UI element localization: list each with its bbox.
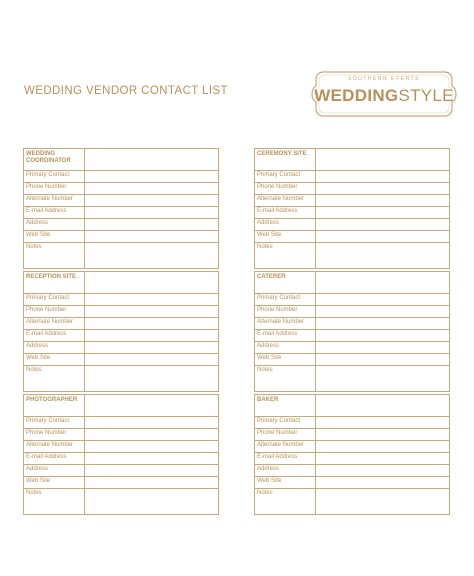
- field-label: Phone Number: [24, 183, 85, 195]
- table-row: [24, 207, 219, 219]
- field-value-cell[interactable]: [85, 366, 219, 392]
- table-row: [24, 306, 219, 318]
- vendor-name-cell[interactable]: [316, 272, 450, 294]
- field-value-cell[interactable]: [85, 441, 219, 453]
- field-value-cell[interactable]: [316, 171, 450, 183]
- field-value-cell[interactable]: [316, 477, 450, 489]
- field-label: Web Site: [255, 231, 316, 243]
- table-row: [24, 429, 219, 441]
- table-row: [255, 330, 450, 342]
- field-value-cell[interactable]: [316, 342, 450, 354]
- table-row: [255, 453, 450, 465]
- table-row: [24, 195, 219, 207]
- field-label: Web Site: [24, 354, 85, 366]
- field-label: Alternate Number: [24, 441, 85, 453]
- field-label: Web Site: [255, 354, 316, 366]
- table-row: [255, 465, 450, 477]
- field-value-cell[interactable]: [316, 330, 450, 342]
- field-value-cell[interactable]: [316, 294, 450, 306]
- table-row: [255, 366, 450, 392]
- table-row: [255, 294, 450, 306]
- table-row: [24, 342, 219, 354]
- table-row: [255, 318, 450, 330]
- table-row: [255, 477, 450, 489]
- field-label: E-mail Address: [24, 207, 85, 219]
- field-label: E-mail Address: [255, 453, 316, 465]
- logo-tagline: SOUTHERN EVENTS: [348, 76, 420, 82]
- vendor-name-cell[interactable]: [85, 149, 219, 171]
- field-label: Alternate Number: [24, 195, 85, 207]
- field-value-cell[interactable]: [316, 417, 450, 429]
- field-label: Address: [24, 219, 85, 231]
- table-row: [24, 171, 219, 183]
- vendor-name-label: CATERER: [255, 272, 316, 294]
- field-value-cell[interactable]: [85, 417, 219, 429]
- wedding-coordinator-table: [23, 148, 219, 269]
- table-row: [24, 489, 219, 515]
- table-row: [24, 441, 219, 453]
- field-value-cell[interactable]: [316, 429, 450, 441]
- field-label: Address: [24, 465, 85, 477]
- field-label: Address: [255, 342, 316, 354]
- field-label: Notes: [24, 366, 85, 392]
- field-value-cell[interactable]: [316, 243, 450, 269]
- table-row: [24, 366, 219, 392]
- page-title: WEDDING VENDOR CONTACT LIST: [24, 85, 228, 97]
- field-value-cell[interactable]: [85, 453, 219, 465]
- field-value-cell[interactable]: [316, 453, 450, 465]
- table-row: [255, 219, 450, 231]
- field-value-cell[interactable]: [85, 231, 219, 243]
- vendor-name-cell[interactable]: [85, 395, 219, 417]
- field-value-cell[interactable]: [316, 306, 450, 318]
- table-row: [255, 342, 450, 354]
- table-row: [255, 231, 450, 243]
- table-row: [24, 243, 219, 269]
- field-label: Notes: [255, 366, 316, 392]
- table-row: [24, 465, 219, 477]
- field-value-cell[interactable]: [85, 318, 219, 330]
- logo-wordmark: [310, 86, 458, 106]
- table-row: [24, 330, 219, 342]
- table-header-row: [255, 149, 450, 171]
- table-row: [255, 489, 450, 515]
- wedding-style-logo: [310, 66, 458, 122]
- vendor-name-label: WEDDING COORDINATOR: [24, 149, 85, 171]
- field-value-cell[interactable]: [85, 306, 219, 318]
- field-label: Phone Number: [24, 306, 85, 318]
- field-label: E-mail Address: [24, 453, 85, 465]
- table-row: [24, 354, 219, 366]
- table-row: [24, 477, 219, 489]
- field-value-cell[interactable]: [316, 318, 450, 330]
- field-value-cell[interactable]: [316, 195, 450, 207]
- table-row: [255, 429, 450, 441]
- field-label: Notes: [255, 489, 316, 515]
- baker-table: [254, 394, 450, 515]
- field-label: Primary Contact: [255, 294, 316, 306]
- table-row: [255, 306, 450, 318]
- vendor-name-label: RECEPTION SITE: [24, 272, 85, 294]
- field-label: Primary Contact: [24, 294, 85, 306]
- table-row: [24, 183, 219, 195]
- field-value-cell[interactable]: [316, 231, 450, 243]
- field-label: Phone Number: [24, 429, 85, 441]
- table-row: [24, 417, 219, 429]
- field-label: Notes: [255, 243, 316, 269]
- vendor-name-label: PHOTOGRAPHER: [24, 395, 85, 417]
- table-row: [255, 417, 450, 429]
- field-label: Alternate Number: [24, 318, 85, 330]
- field-value-cell[interactable]: [316, 183, 450, 195]
- field-label: E-mail Address: [255, 330, 316, 342]
- field-value-cell[interactable]: [316, 207, 450, 219]
- table-header-row: [24, 395, 219, 417]
- ceremony-site-table: [254, 148, 450, 269]
- field-label: Primary Contact: [255, 171, 316, 183]
- field-label: Alternate Number: [255, 441, 316, 453]
- field-value-cell[interactable]: [85, 465, 219, 477]
- field-label: Primary Contact: [24, 417, 85, 429]
- table-header-row: [24, 272, 219, 294]
- table-row: [255, 195, 450, 207]
- photographer-table: [23, 394, 219, 515]
- field-value-cell[interactable]: [85, 219, 219, 231]
- field-value-cell[interactable]: [85, 243, 219, 269]
- reception-site-table: [23, 271, 219, 392]
- caterer-table: [254, 271, 450, 392]
- vendor-name-cell[interactable]: [316, 395, 450, 417]
- table-header-row: [255, 395, 450, 417]
- field-value-cell[interactable]: [85, 477, 219, 489]
- field-value-cell[interactable]: [85, 171, 219, 183]
- field-label: Phone Number: [255, 306, 316, 318]
- field-value-cell[interactable]: [316, 366, 450, 392]
- field-label: Notes: [24, 489, 85, 515]
- logo-word-light: STYLE: [398, 86, 454, 105]
- table-row: [24, 318, 219, 330]
- field-label: Phone Number: [255, 429, 316, 441]
- table-row: [24, 219, 219, 231]
- table-row: [24, 294, 219, 306]
- field-label: Address: [255, 219, 316, 231]
- field-label: Address: [255, 465, 316, 477]
- table-row: [255, 171, 450, 183]
- table-row: [255, 183, 450, 195]
- field-label: Primary Contact: [24, 171, 85, 183]
- field-label: Phone Number: [255, 183, 316, 195]
- vendor-name-cell[interactable]: [316, 149, 450, 171]
- vendor-name-label: CEREMONY SITE: [255, 149, 316, 171]
- field-label: Address: [24, 342, 85, 354]
- field-value-cell[interactable]: [85, 183, 219, 195]
- table-header-row: [24, 149, 219, 171]
- table-row: [255, 441, 450, 453]
- table-header-row: [255, 272, 450, 294]
- field-value-cell[interactable]: [316, 489, 450, 515]
- table-row: [24, 231, 219, 243]
- field-value-cell[interactable]: [316, 219, 450, 231]
- field-label: Web Site: [255, 477, 316, 489]
- field-value-cell[interactable]: [316, 441, 450, 453]
- field-value-cell[interactable]: [85, 330, 219, 342]
- field-value-cell[interactable]: [85, 489, 219, 515]
- table-row: [255, 207, 450, 219]
- field-value-cell[interactable]: [85, 342, 219, 354]
- vendor-name-cell[interactable]: [85, 272, 219, 294]
- field-label: Notes: [24, 243, 85, 269]
- field-value-cell[interactable]: [85, 207, 219, 219]
- field-value-cell[interactable]: [85, 429, 219, 441]
- vendor-name-label: BAKER: [255, 395, 316, 417]
- field-value-cell[interactable]: [316, 354, 450, 366]
- table-row: [255, 243, 450, 269]
- field-label: Web Site: [24, 477, 85, 489]
- field-label: Alternate Number: [255, 195, 316, 207]
- field-value-cell[interactable]: [85, 354, 219, 366]
- logo-word-bold: WEDDING: [314, 86, 399, 105]
- field-value-cell[interactable]: [316, 465, 450, 477]
- table-row: [255, 354, 450, 366]
- field-label: E-mail Address: [24, 330, 85, 342]
- field-label: Web Site: [24, 231, 85, 243]
- field-label: Alternate Number: [255, 318, 316, 330]
- field-value-cell[interactable]: [85, 294, 219, 306]
- field-label: E-mail Address: [255, 207, 316, 219]
- field-value-cell[interactable]: [85, 195, 219, 207]
- field-label: Primary Contact: [255, 417, 316, 429]
- table-row: [24, 453, 219, 465]
